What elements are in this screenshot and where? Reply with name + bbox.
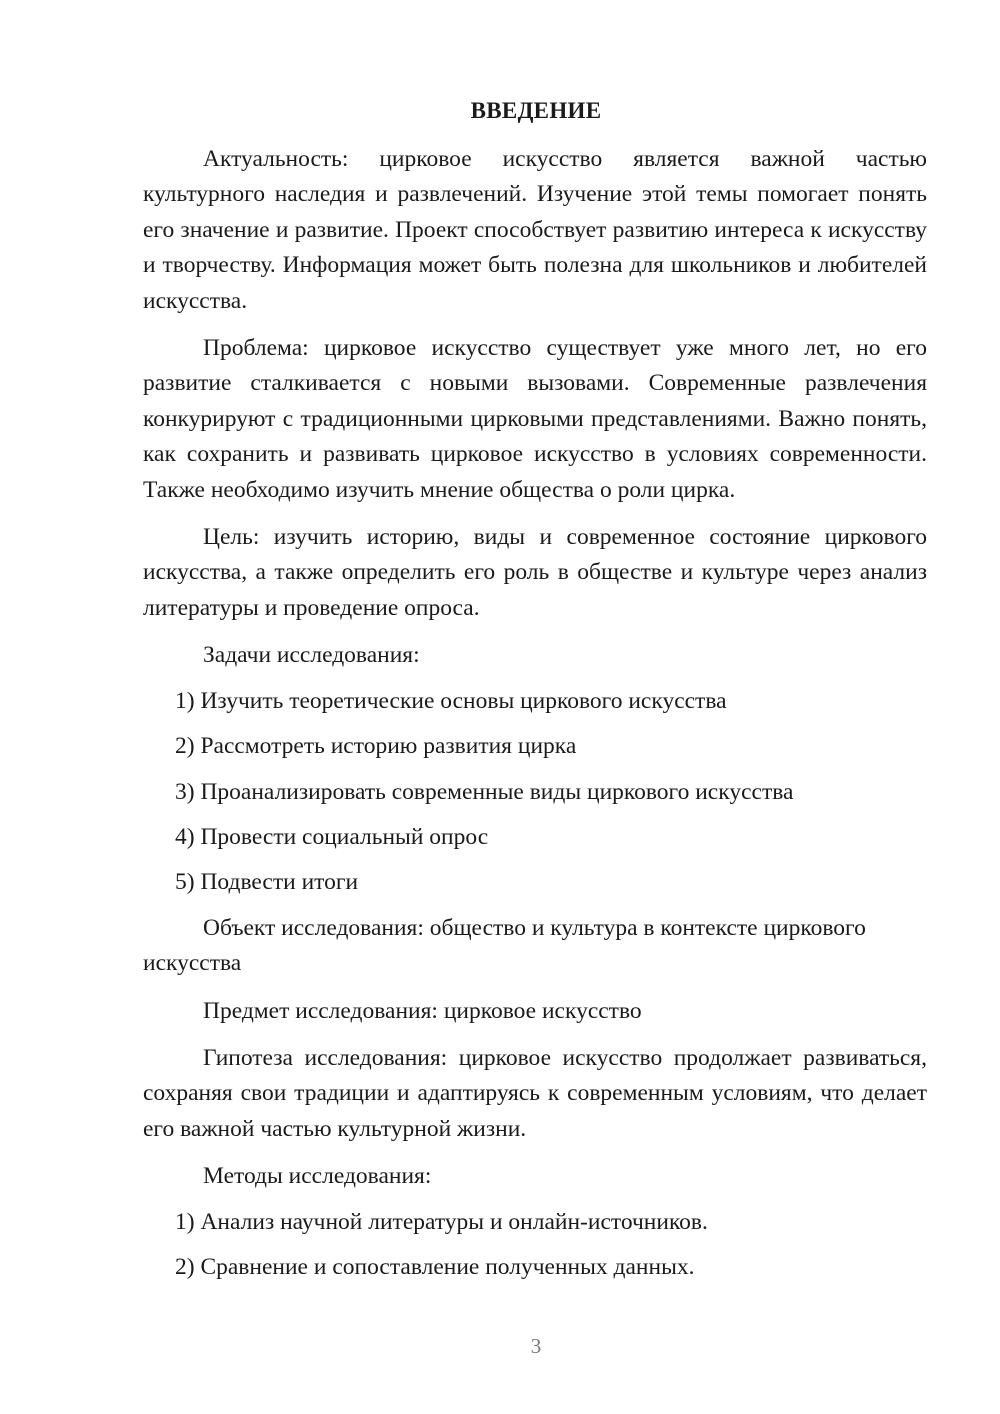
hypothesis-paragraph: Гипотеза исследования: цирковое искусство продолжает развиваться, сохраняя свои традиции и адаптируясь к современным условиям, что делает его важной частью культурной жизни. (143, 1044, 927, 1142)
method-item: 2) Сравнение и сопоставление полученных данных. (175, 1253, 695, 1280)
subject-paragraph: Предмет исследования: цирковое искусство (203, 997, 642, 1024)
task-item: 5) Подвести итоги (175, 869, 359, 896)
object-paragraph: Объект исследования: общество и культура в контексте циркового искусства (143, 914, 866, 977)
methods-title: Методы исследования: (203, 1163, 432, 1190)
tasks-title: Задачи исследования: (203, 642, 420, 669)
task-item: 2) Рассмотреть историю развития цирка (175, 733, 577, 760)
page-number: 3 (530, 1334, 542, 1358)
page-title: ВВЕДЕНИЕ (470, 98, 602, 123)
task-item: 1) Изучить теоретические основы циркового искусства (175, 687, 727, 714)
goal-paragraph: Цель: изучить историю, виды и современное состояние циркового искусства, а также определить его роль в обществе и культуре через анализ литературы и проведение опроса. (143, 524, 927, 621)
problem-paragraph: Проблема: цирковое искусство существует уже много лет, но его развитие сталкивается с новыми вызовами. Современные развлечения конкурируют с традиционными цирковыми представлениями. Важно понять, как сохранить и развивать цирковое искусство в условиях современности. Также необходимо изучить мнение общества о роли цирка. (143, 335, 927, 503)
task-item: 4) Провести социальный опрос (175, 823, 489, 850)
document-body (143, 142, 927, 1285)
method-item: 1) Анализ научной литературы и онлайн-источников. (175, 1208, 708, 1235)
relevance-paragraph: Актуальность: цирковое искусство является важной частью культурного наследия и развлечений. Изучение этой темы помогает понять его значение и развитие. Проект способствует развитию интереса к искусству и творчеству. Информация может быть полезна для школьников и любителей искусства. (143, 146, 927, 314)
task-item: 3) Проанализировать современные виды циркового искусства (175, 778, 794, 805)
